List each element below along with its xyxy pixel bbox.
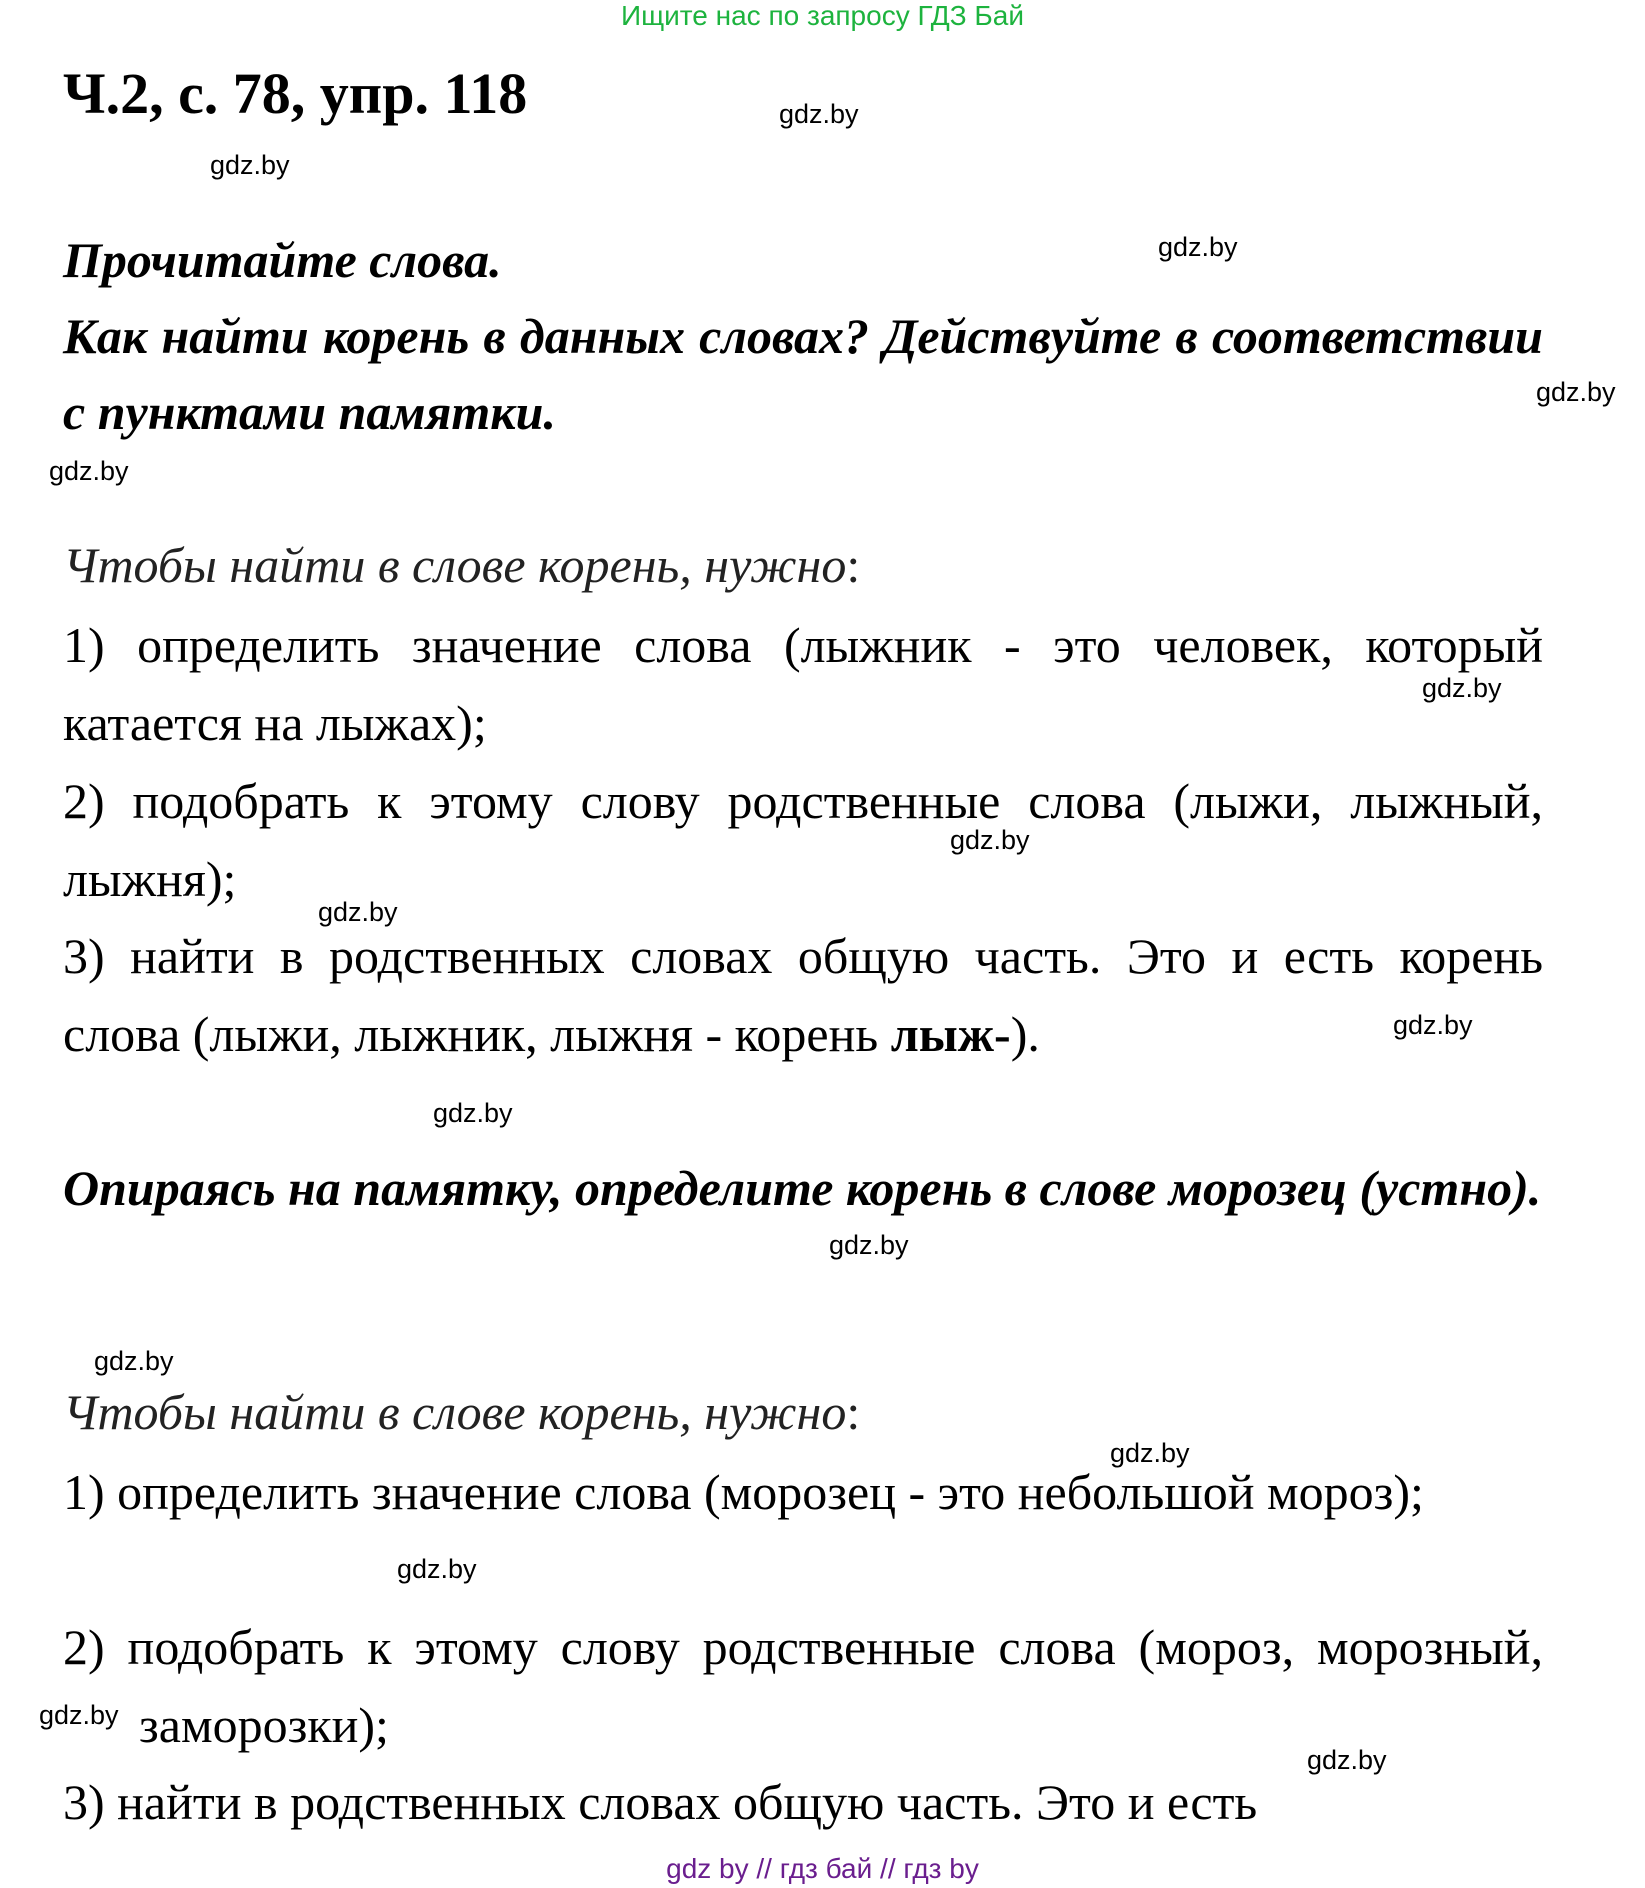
watermark: gdz.by bbox=[1422, 673, 1502, 703]
watermark: gdz.by bbox=[433, 1098, 513, 1128]
memo-intro-1 bbox=[63, 536, 860, 594]
watermark: gdz.by bbox=[779, 99, 859, 129]
memo-intro-2 bbox=[63, 1383, 860, 1441]
memo-intro-text: Чтобы найти в слове корень, нужно bbox=[63, 537, 847, 593]
answer-step-2: 2) подобрать к этому слову родственные слова (мороз, морозный, заморозки); bbox=[63, 1619, 1543, 1753]
task-instruction-moroz: Опираясь на памятку, определите корень в слове морозец (устно). bbox=[63, 1160, 1542, 1216]
answer-step-1: 1) определить значение слова (морозец - это небольшой мороз); bbox=[63, 1464, 1424, 1520]
memo-step-3 bbox=[63, 917, 1543, 1073]
watermark: gdz.by bbox=[1536, 377, 1616, 407]
memo-intro-colon: : bbox=[846, 1384, 861, 1440]
memo-step-3-text: 3) найти в родственных словах общую часть. Это и есть корень слова (лыжи, лыжник, лыжня - корень bbox=[63, 928, 1543, 1062]
memo-intro-text: Чтобы найти в слове корень, нужно bbox=[63, 1384, 847, 1440]
watermark: gdz.by bbox=[397, 1554, 477, 1584]
footer-links[interactable]: gdz by // гдз бай // гдз by bbox=[666, 1853, 979, 1884]
watermark: gdz.by bbox=[829, 1230, 909, 1260]
watermark: gdz.by bbox=[1158, 232, 1238, 262]
root-highlight: лыж- bbox=[890, 1006, 1011, 1062]
watermark: gdz.by bbox=[318, 897, 398, 927]
top-search-link[interactable]: Ищите нас по запросу ГДЗ Бай bbox=[620, 0, 1025, 31]
watermark: gdz.by bbox=[210, 150, 290, 180]
watermark: gdz.by bbox=[94, 1346, 174, 1376]
watermark: gdz.by bbox=[950, 825, 1030, 855]
watermark: gdz.by bbox=[49, 456, 129, 486]
watermark: gdz.by bbox=[39, 1700, 119, 1730]
memo-step-3-end: ). bbox=[1010, 1006, 1040, 1062]
memo-step-2: 2) подобрать к этому слову родственные слова (лыжи, лыжный, лыжня); bbox=[63, 773, 1543, 907]
memo-step-1: 1) определить значение слова (лыжник - это человек, который катается на лыжах); bbox=[63, 617, 1543, 751]
watermark: gdz.by bbox=[1307, 1745, 1387, 1775]
answer-step-3: 3) найти в родственных словах общую часть. Это и есть bbox=[63, 1774, 1258, 1830]
watermark: gdz.by bbox=[1393, 1010, 1473, 1040]
task-instruction-find-root: Как найти корень в данных словах? Действуйте в соответствии с пунктами памятки. bbox=[63, 308, 1543, 440]
page-title: Ч.2, с. 78, упр. 118 bbox=[63, 61, 528, 126]
task-instruction-read: Прочитайте слова. bbox=[63, 232, 502, 288]
memo-intro-colon: : bbox=[846, 537, 861, 593]
watermark: gdz.by bbox=[1110, 1438, 1190, 1468]
